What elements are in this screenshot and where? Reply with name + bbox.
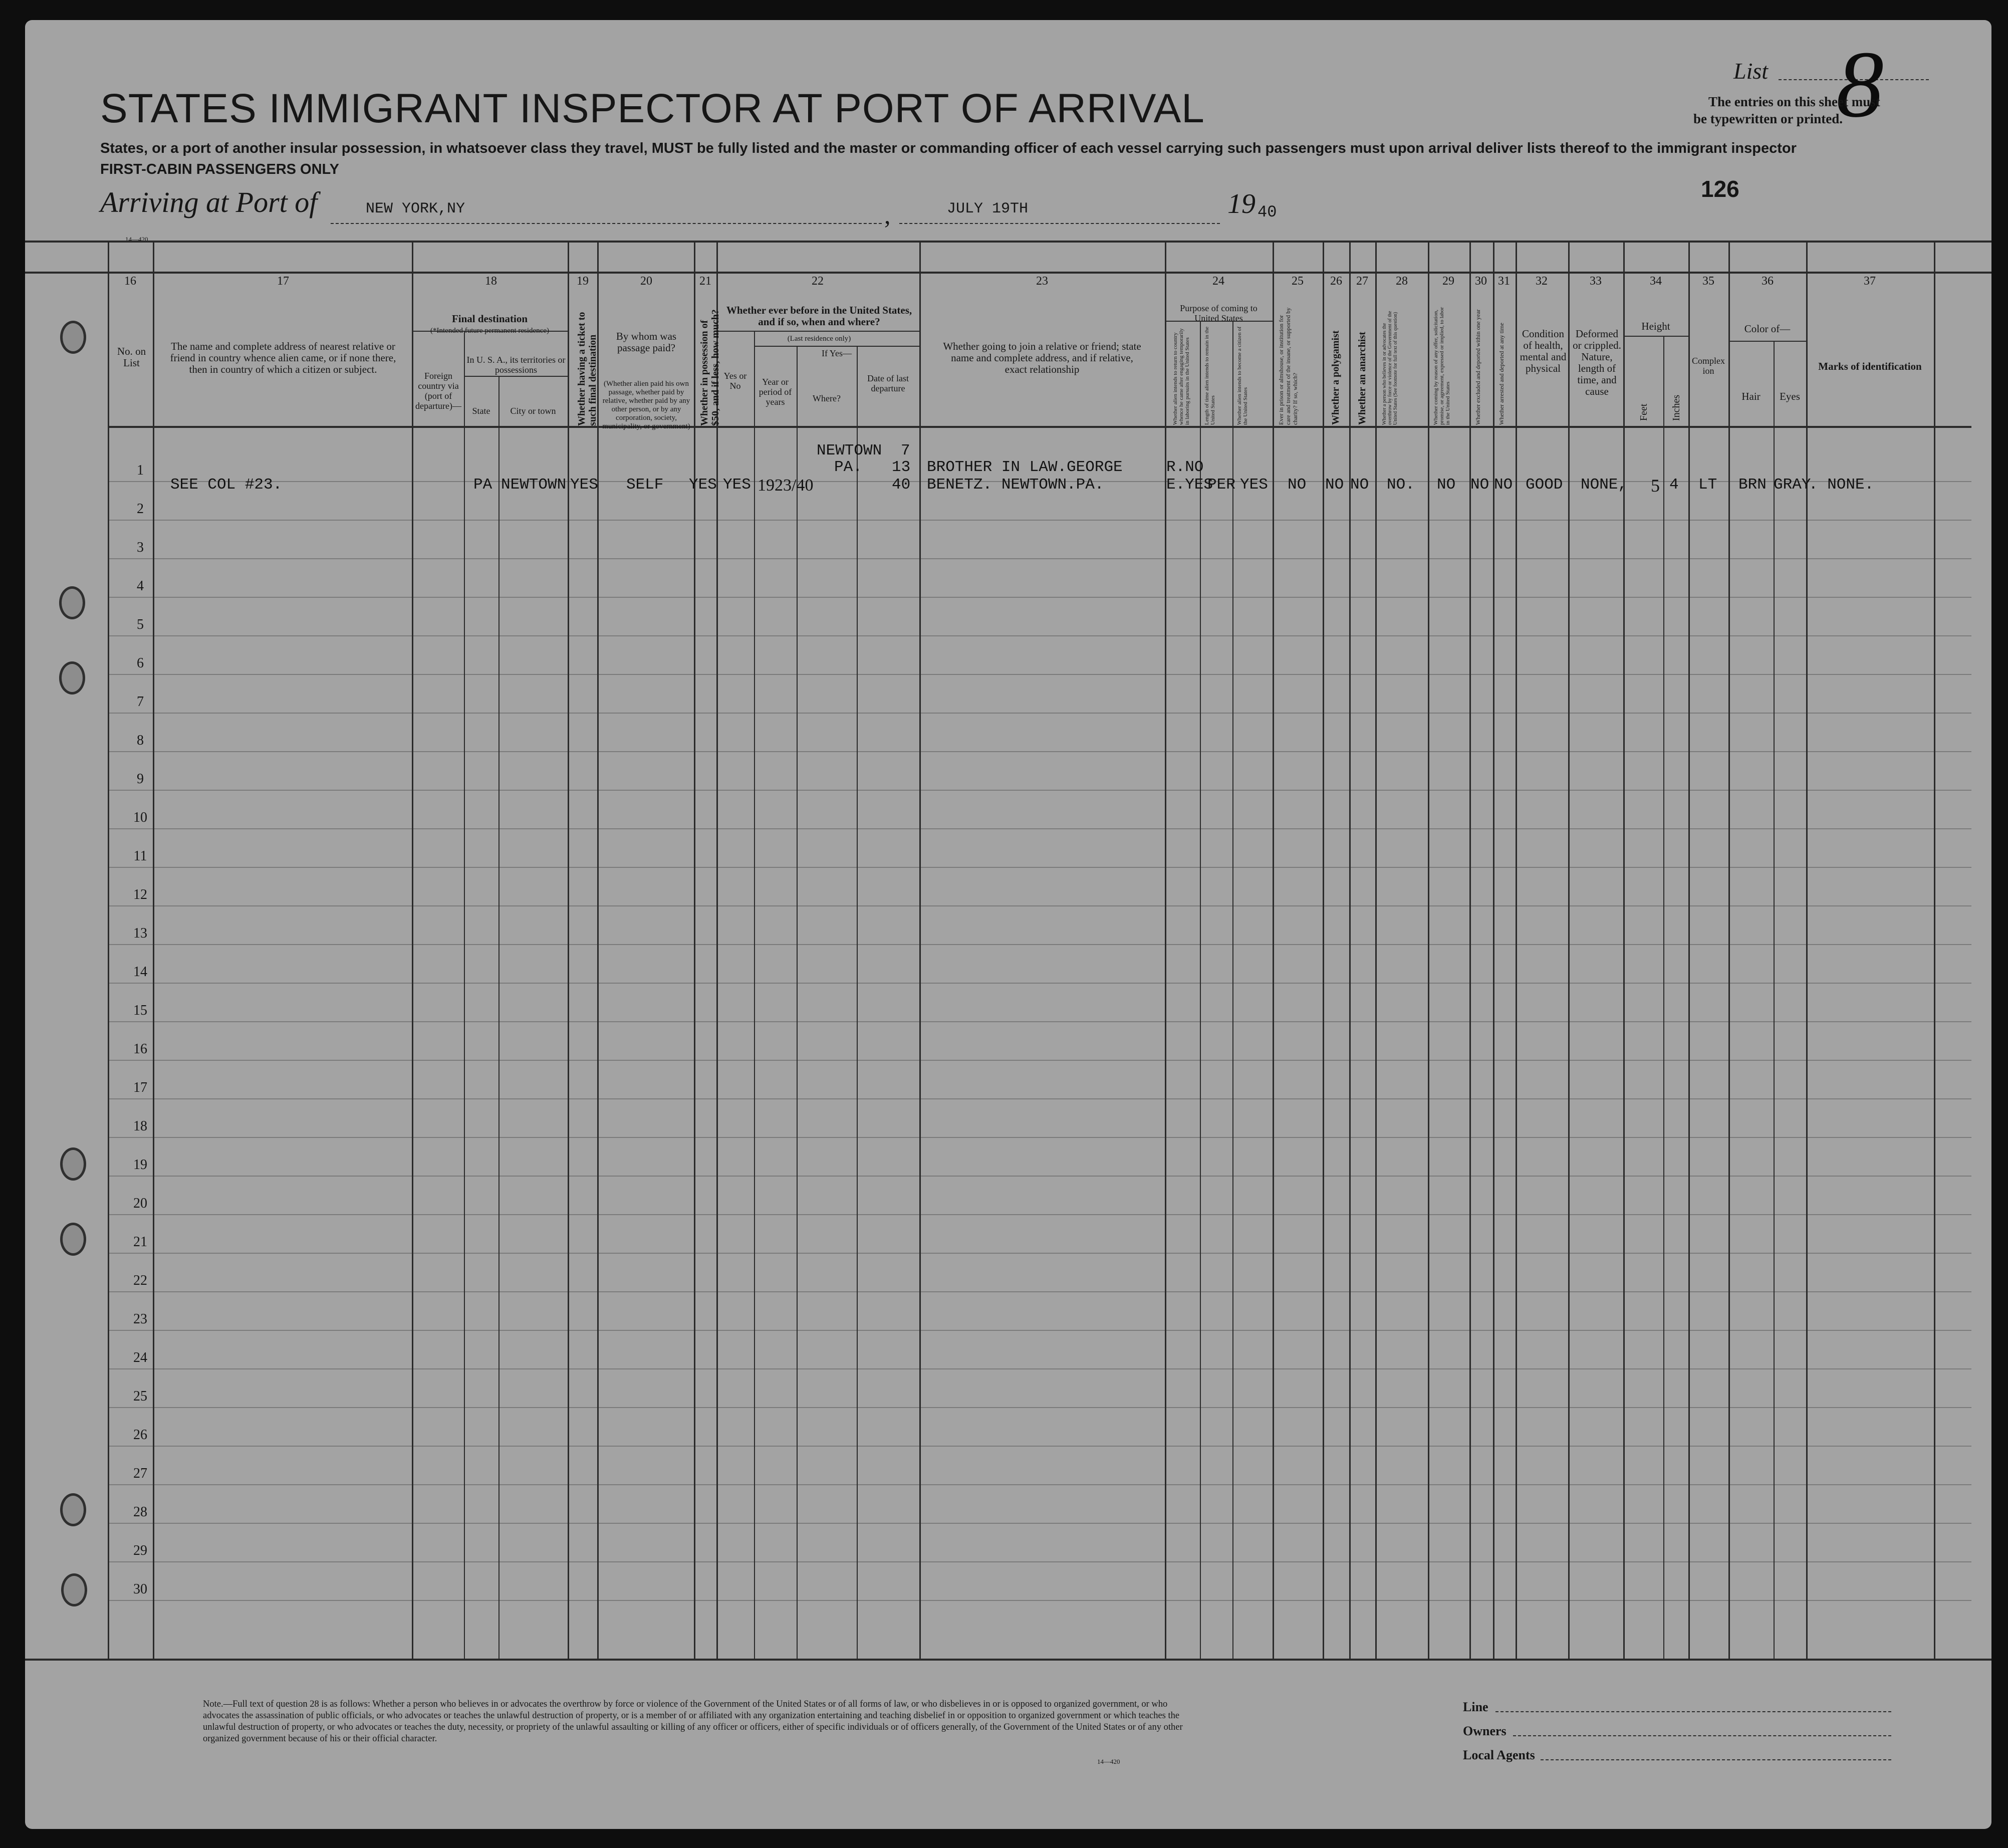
form-code-top: 14—420 [125, 236, 148, 243]
header-c22-yesno: Yes or No [723, 371, 747, 391]
entry-c34-inches: 4 [1669, 476, 1679, 494]
col-divider [1516, 241, 1517, 1659]
col-divider [1806, 241, 1808, 1659]
entry-c22-where-1: NEWTOWN [817, 442, 882, 459]
col-divider [1774, 341, 1775, 1659]
entry-c31: NO [1494, 476, 1513, 494]
col-divider [1728, 241, 1730, 1659]
col-divider [716, 241, 718, 1659]
colnum-32: 32 [1536, 275, 1548, 288]
colnum-26: 26 [1330, 275, 1342, 288]
row-number: 1 [137, 463, 144, 478]
col-divider [694, 241, 695, 1659]
colnum-35: 35 [1702, 275, 1714, 288]
row-number: 18 [133, 1118, 147, 1134]
row-rule [108, 751, 1971, 752]
col-divider [108, 241, 109, 1659]
punch-hole [60, 321, 86, 354]
colnum-30: 30 [1475, 275, 1487, 288]
table-top-border [25, 241, 1991, 243]
colnum-37: 37 [1864, 275, 1876, 288]
first-cabin-label: FIRST-CABIN PASSENGERS ONLY [100, 161, 339, 177]
header-c24-c: Whether alien intends to become a citizen of the United States [1236, 326, 1248, 425]
header-c18-title: Final destination [451, 313, 528, 325]
row-rule [108, 1407, 1971, 1408]
c22-sub-line [754, 346, 919, 347]
row-number: 19 [133, 1157, 147, 1173]
row-rule [108, 867, 1971, 868]
entry-c20: SELF [626, 476, 664, 494]
row-number: 23 [133, 1311, 147, 1327]
row-number: 4 [137, 578, 144, 594]
row-rule [108, 1446, 1971, 1447]
col-divider [1568, 241, 1570, 1659]
col-divider [1375, 241, 1377, 1659]
punch-hole [61, 1573, 87, 1606]
entry-c22-date-1: 7 [901, 442, 910, 459]
row-rule [108, 1137, 1971, 1138]
row-rule [108, 1060, 1971, 1061]
row-rule [108, 674, 1971, 675]
c36-top-line [1728, 341, 1806, 342]
header-c20-note: (Whether alien paid his own passage, whether paid by relative, whether paid by any other person, or by any corporation, society, municipality, or government) [602, 380, 690, 430]
header-c28: Whether a person who believes in or advocates the overthrow by force or violence of the Government of the United States (See footnote for full text of this question) [1382, 311, 1398, 425]
colnum-25: 25 [1292, 275, 1304, 288]
entry-c22-date-3: 40 [892, 476, 911, 494]
header-c25: Ever in prison or almshouse, or institution for care and treatment of the insane, or supported by charity? If so, which? [1278, 307, 1299, 425]
header-c22-where: Where? [813, 393, 841, 403]
entry-c33: NONE, [1581, 476, 1628, 494]
row-number: 24 [133, 1350, 147, 1365]
header-c24-b: Length of time alien intends to remain in the United States [1204, 326, 1216, 425]
header-c36-hair: Hair [1741, 390, 1761, 402]
header-c36-title: Color of— [1744, 323, 1791, 335]
row-number: 26 [133, 1427, 147, 1443]
row-number: 27 [133, 1466, 147, 1481]
colnum-27: 27 [1356, 275, 1368, 288]
line-underline [1495, 1711, 1891, 1712]
entry-c27: NO [1350, 476, 1369, 494]
header-c34-title: Height [1641, 320, 1670, 332]
header-c16: No. on List [117, 345, 146, 369]
entry-c26: NO [1325, 476, 1344, 494]
col-divider [1469, 241, 1471, 1659]
header-c24-a: Whether alien intends to return to country whence he came after engaging temporarily in laboring pursuits in the United States [1172, 328, 1190, 425]
row-number: 3 [137, 540, 144, 555]
colnum-22: 22 [812, 275, 824, 288]
col-divider [1623, 241, 1625, 1659]
row-number: 2 [137, 501, 144, 517]
date-underline [899, 223, 1220, 224]
entry-c30: NO [1470, 476, 1489, 494]
col-divider [1349, 241, 1351, 1659]
row-rule [108, 1600, 1971, 1601]
table-bottom-border [25, 1659, 1991, 1661]
local-agents-label: Local Agents [1463, 1748, 1535, 1762]
row-rule [108, 790, 1971, 791]
col-divider [498, 376, 499, 1659]
col-divider [1688, 241, 1690, 1659]
colnum-33: 33 [1590, 275, 1602, 288]
entry-c34-feet: 5 [1651, 476, 1660, 496]
row-number: 9 [137, 771, 144, 787]
list-number-handwritten: 8 [1836, 32, 1884, 137]
row-rule [108, 1561, 1971, 1562]
subtitle: States, or a port of another insular possession, in whatsoever class they travel, MUST be fully listed and the master or commanding officer of each vessel carrying such passengers must upon arrival deliver lists thereof to the immigrant inspector [100, 140, 1797, 156]
punch-hole [60, 1223, 86, 1256]
entry-c24-a-2: E.YES [1166, 476, 1213, 494]
colnum-28: 28 [1396, 275, 1408, 288]
col-divider [153, 241, 154, 1659]
entries-note-1: The entries on this sheet must [1708, 94, 1880, 109]
year-prefix: 19 [1227, 188, 1256, 219]
col-divider [857, 346, 858, 1659]
col-divider [568, 241, 569, 1659]
owners-label: Owners [1463, 1724, 1507, 1738]
footnote-28: Note.—Full text of question 28 is as follows: Whether a person who believes in or advocates the overthrow by force or violence of the Government of the United States or of all forms of law, or who disbelieves in or is opposed to organized government, or who advocates the assassination of public officials, or who advocates or teaches the unlawful destruction of property, or is a member of or affiliated with any organization entertaining and teaching disbelief in or opposition to organized government or which teaches the unlawful destruction of property, or who advocates or teaches the duty, necessity, or propriety of the unlawful assaulting or killing of any officer or officers, either of specific individuals or of officers generally, of the Government of the United States or of any other organized government because of his or their official character. [203, 1699, 1183, 1744]
col-divider [1273, 241, 1274, 1659]
row-number: 29 [133, 1543, 147, 1558]
entry-c18-city: NEWTOWN [501, 476, 567, 494]
header-c21: Whether in possession of $50, and if less, how much? [699, 309, 721, 426]
line-label: Line [1463, 1700, 1488, 1714]
col-divider [464, 331, 465, 1659]
entry-c24-a-1: R.NO [1166, 458, 1204, 476]
col-divider [1200, 321, 1201, 1659]
row-rule [108, 1484, 1971, 1485]
entry-c22-date-2: 13 [892, 458, 911, 476]
header-c26: Whether a polygamist [1330, 330, 1341, 425]
entry-c22-yesno: YES [723, 476, 751, 494]
header-c31: Whether arrested and deported at any time [1498, 323, 1505, 425]
colnum-24: 24 [1212, 275, 1224, 288]
colnum-29: 29 [1442, 275, 1454, 288]
col-divider [1323, 241, 1324, 1659]
row-rule [108, 635, 1971, 636]
col-divider [1493, 241, 1494, 1659]
list-label: List [1733, 58, 1769, 84]
colnum-19: 19 [577, 275, 589, 288]
row-number: 25 [133, 1389, 147, 1404]
row-number: 15 [133, 1003, 147, 1018]
header-c20-title: By whom was passage paid? [616, 330, 677, 354]
punch-hole [60, 1147, 86, 1181]
entries-note-2: be typewritten or printed. [1693, 111, 1843, 126]
entry-c29: NO [1437, 476, 1456, 494]
col-divider [1428, 241, 1429, 1659]
header-c18-state: State [472, 406, 490, 416]
header-c19: Whether having a ticket to such final destination [576, 312, 598, 426]
row-rule [108, 713, 1971, 714]
row-number: 5 [137, 617, 144, 632]
entry-c35: LT [1698, 476, 1717, 494]
row-rule [108, 944, 1971, 945]
row-number: 10 [133, 810, 147, 825]
row-rule [108, 905, 1971, 906]
entry-c17: SEE COL #23. [170, 476, 283, 494]
row-rule [108, 597, 1971, 598]
col-divider [1165, 241, 1166, 1659]
page-title: STATES IMMIGRANT INSPECTOR AT PORT OF ARRIVAL [100, 86, 1205, 131]
c22-top-line [716, 331, 919, 332]
row-number: 28 [133, 1504, 147, 1520]
comma: , [884, 201, 891, 229]
row-number: 21 [133, 1234, 147, 1250]
row-number: 6 [137, 655, 144, 671]
header-c18-foreign: Foreign country via (port of departure)— [415, 371, 461, 411]
row-rule [108, 1291, 1971, 1292]
colnum-34: 34 [1650, 275, 1662, 288]
header-c33: Deformed or crippled. Nature, length of time, and cause [1573, 328, 1621, 397]
colnum-18: 18 [485, 275, 497, 288]
header-c27: Whether an anarchist [1357, 332, 1368, 425]
row-rule [108, 558, 1971, 559]
entry-c28: NO. [1387, 476, 1415, 494]
arriving-label: Arriving at Port of [100, 186, 318, 218]
header-c23: Whether going to join a relative or friend; state name and complete address, and if relative, exact relationship [943, 340, 1141, 375]
entry-c22-where-2: PA. [834, 458, 862, 476]
row-rule [108, 1214, 1971, 1215]
row-number: 16 [133, 1041, 147, 1057]
header-c30: Whether excluded and deported within one year [1474, 309, 1481, 425]
col-divider [1232, 321, 1233, 1659]
header-c29: Whether coming by reason of any offer, solicitation, promise, or agreement, expressed or implied, to labor in the United States [1433, 307, 1451, 425]
row-number: 11 [133, 848, 147, 864]
row-number: 17 [133, 1080, 147, 1095]
punch-hole [60, 1493, 86, 1526]
row-number: 22 [133, 1273, 147, 1288]
header-c22-note: (Last residence only) [787, 335, 851, 343]
header-c32: Condition of health, mental and physical [1520, 328, 1567, 374]
entry-c37: . NONE. [1809, 476, 1874, 494]
row-number: 12 [133, 887, 147, 902]
row-number: 20 [133, 1196, 147, 1211]
header-c34-feet: Feet [1638, 403, 1649, 421]
sheet-number: 126 [1701, 176, 1739, 202]
colnum-bottom-border [25, 272, 1991, 274]
row-number: 13 [133, 926, 147, 941]
row-number: 7 [137, 694, 144, 710]
header-c24-title: Purpose of coming to United States [1180, 303, 1258, 323]
header-c36-eyes: Eyes [1780, 390, 1800, 402]
row-rule [108, 1021, 1971, 1022]
colnum-17: 17 [277, 275, 289, 288]
col-divider [1663, 336, 1664, 1659]
col-divider [919, 241, 921, 1659]
c34-top-line [1623, 336, 1688, 337]
year-suffix: 40 [1258, 203, 1277, 221]
entry-c21: YES [689, 476, 717, 494]
header-c35: Complexion [1692, 356, 1725, 376]
row-rule [108, 1253, 1971, 1254]
entry-c32: GOOD [1526, 476, 1563, 494]
header-c34-inches: Inches [1671, 394, 1682, 421]
manifest-sheet [25, 20, 1991, 1829]
punch-hole [59, 586, 85, 619]
colnum-23: 23 [1036, 275, 1048, 288]
colnum-20: 20 [640, 275, 652, 288]
col-divider [1934, 241, 1935, 1659]
col-divider [597, 241, 599, 1659]
header-c22-ifyes: If Yes— [821, 348, 852, 358]
col-divider [412, 241, 413, 1659]
row-rule [108, 1330, 1971, 1331]
header-c22-year: Year or period of years [759, 377, 792, 407]
entry-c36-hair: BRN [1738, 476, 1767, 494]
header-c22-title: Whether ever before in the United States, and if so, when and where? [726, 304, 912, 328]
colnum-16: 16 [124, 275, 136, 288]
colnum-21: 21 [699, 275, 711, 288]
entry-c36-eyes: GRAY [1774, 476, 1811, 494]
colnum-36: 36 [1762, 275, 1774, 288]
col-divider [754, 331, 755, 1659]
entry-c24-b: PER [1207, 476, 1235, 494]
header-c18-usa: In U. S. A., its territories or possessions [466, 355, 566, 375]
row-rule [108, 983, 1971, 984]
entry-c23-line2: BENETZ. NEWTOWN.PA. [927, 476, 1104, 494]
header-bottom-border [108, 426, 1971, 428]
punch-hole [59, 661, 85, 695]
header-c17: The name and complete address of nearest relative or friend in country whence alien came, or if none there, then in country of which a citizen or subject. [170, 340, 396, 375]
entry-c25: NO [1288, 476, 1307, 494]
row-rule [108, 520, 1971, 521]
entry-c23-line1: BROTHER IN LAW.GEORGE [927, 458, 1123, 476]
entry-c22-year: 1923/40 [758, 476, 814, 495]
date-value: JULY 19TH [947, 200, 1029, 217]
col-divider [797, 346, 798, 1659]
row-rule [108, 1523, 1971, 1524]
row-rule [108, 1368, 1971, 1369]
row-number: 8 [137, 733, 144, 748]
header-c22-date: Date of last departure [867, 373, 909, 393]
header-c18-city: City or town [510, 406, 556, 416]
header-c37: Marks of identification [1818, 360, 1922, 372]
entry-c18-state: PA [473, 476, 492, 494]
agents-underline [1541, 1759, 1891, 1760]
colnum-31: 31 [1498, 275, 1510, 288]
header-c18-sub: (*Intended future permanent residence) [430, 327, 549, 335]
row-number: 30 [133, 1581, 147, 1597]
port-underline [331, 223, 882, 224]
owners-underline [1513, 1735, 1891, 1736]
form-code-footer: 14—420 [1097, 1758, 1120, 1765]
row-rule [108, 1176, 1971, 1177]
entry-c19: YES [570, 476, 598, 494]
row-rule [108, 828, 1971, 829]
c18-sub-line [464, 376, 568, 377]
row-rule [108, 1098, 1971, 1099]
entry-c24-c: YES [1240, 476, 1268, 494]
row-number: 14 [133, 964, 147, 980]
port-value: NEW YORK,NY [366, 200, 465, 217]
